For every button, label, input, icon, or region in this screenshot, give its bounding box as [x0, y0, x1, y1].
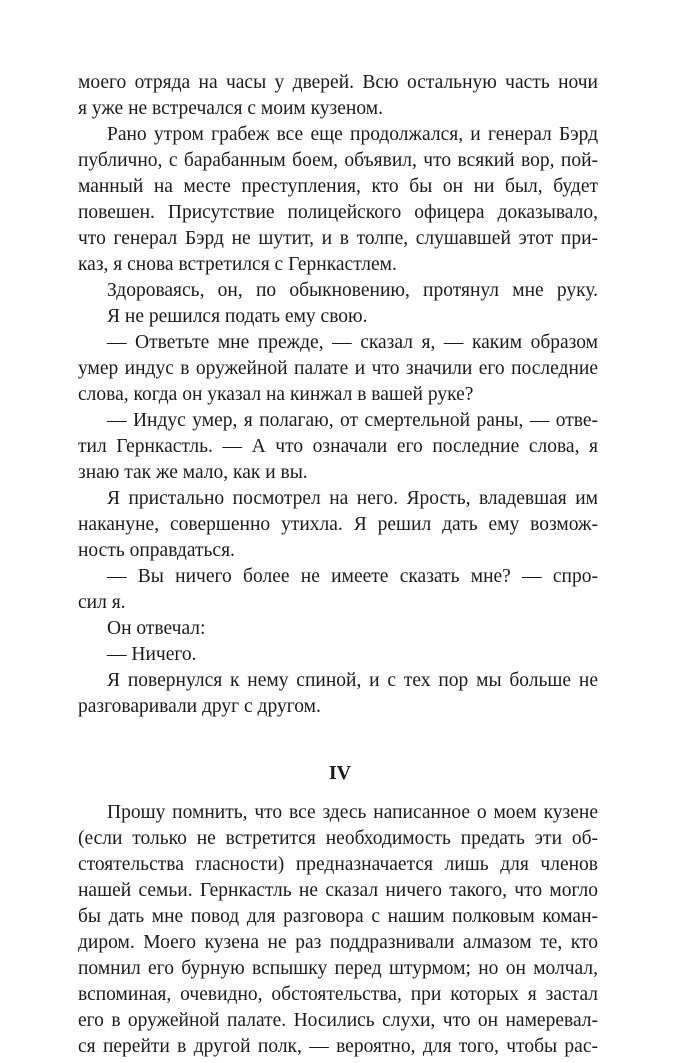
text-line: знаю так же мало, как и вы.: [78, 462, 308, 483]
text-line: Прошу помнить, что все здесь написанное о моем кузене: [107, 802, 598, 823]
text-line: Я повернулся к нему спиной, и с тех пор мы больше не: [107, 670, 598, 691]
text-line: — Индус умер, я полагаю, от смертельной раны, — отве-: [107, 410, 598, 431]
text-line: — Вы ничего более не имеете сказать мне? — спро-: [107, 566, 598, 587]
text-line: повешен. Присутствие полицейского офицера доказывало,: [78, 202, 598, 223]
text-line: вспоминая, очевидно, обстоятельства, при которых я застал: [78, 984, 598, 1005]
text-line: публично, с барабанным боем, объявил, что всякий вор, пой-: [78, 150, 598, 171]
text-line: сил я.: [78, 592, 126, 613]
text-line: я уже не встречался с моим кузеном.: [78, 98, 383, 119]
text-line: накануне, совершенно утихла. Я решил дать ему возмож-: [78, 514, 598, 535]
text-line: слова, когда он указал на кинжал в вашей руке?: [78, 384, 474, 405]
text-line: (если только не встретится необходимость предать эти об-: [78, 828, 598, 849]
text-line: умер индус в оружейной палате и что значили его последние: [78, 358, 598, 379]
text-line: ся перейти в другой полк, — вероятно, для того, чтобы рас-: [78, 1036, 598, 1057]
text-line: — Ответьте мне прежде, — сказал я, — каким образом: [107, 332, 598, 353]
text-line: Он отвечал:: [107, 618, 206, 639]
text-line: бы дать мне повод для разговора с нашим полковым коман-: [78, 906, 598, 927]
text-line: его в оружейной палате. Носились слухи, что он намеревал-: [78, 1010, 598, 1031]
text-line: стоятельства гласности) предназначается лишь для членов: [78, 854, 598, 875]
text-line: Здороваясь, он, по обыкновению, протянул мне руку.: [107, 280, 598, 301]
text-line: — Ничего.: [107, 644, 197, 665]
text-line: ность оправдаться.: [78, 540, 235, 561]
text-line: манный на месте преступления, кто бы он ни был, будет: [78, 176, 598, 197]
chapter-heading: IV: [328, 762, 352, 784]
text-line: моего отряда на часы у дверей. Всю остальную часть ночи: [78, 72, 598, 93]
text-line: нашей семьи. Гернкастль не сказал ничего такого, что могло: [78, 880, 598, 901]
text-line: каз, я снова встретился с Гернкастлем.: [78, 254, 397, 275]
text-line: помнил его бурную вспышку перед штурмом; но он молчал,: [78, 958, 598, 979]
text-line: что генерал Бэрд не шутит, и в толпе, слушавшей этот при-: [78, 228, 598, 249]
text-line: Рано утром грабеж все еще продолжался, и генерал Бэрд: [107, 124, 598, 145]
text-line: разговаривали друг с другом.: [78, 696, 321, 717]
text-line: тил Гернкастль. — А что означали его последние слова, я: [78, 436, 598, 457]
text-line: диром. Моего кузена не раз поддразнивали алмазом те, кто: [78, 932, 598, 953]
text-line: Я пристально посмотрел на него. Ярость, владевшая им: [107, 488, 598, 509]
text-line: Я не решился подать ему свою.: [107, 306, 368, 327]
